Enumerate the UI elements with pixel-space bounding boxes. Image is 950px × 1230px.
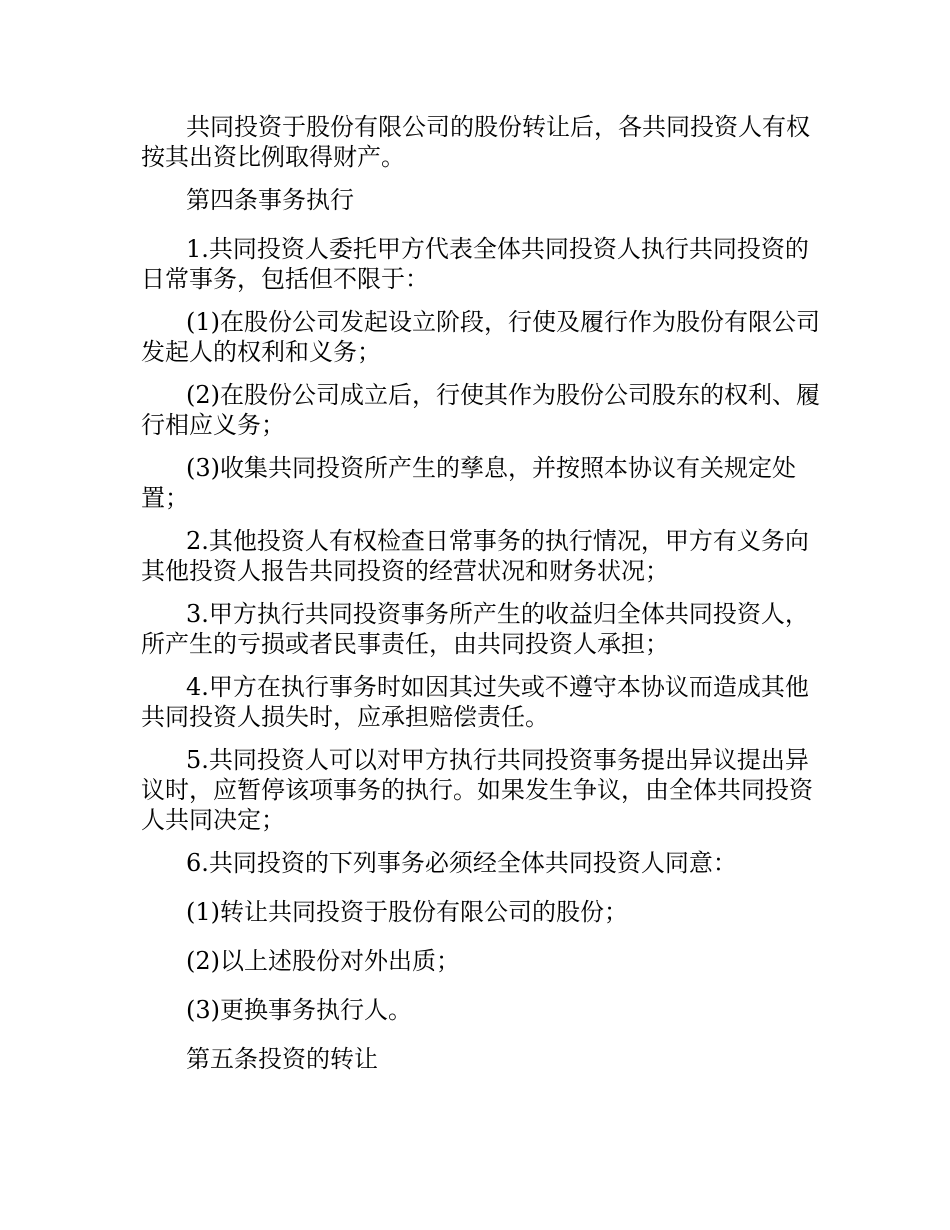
clause-4: 4.甲方在执行事务时如因其过失或不遵守本协议而造成其他共同投资人损失时，应承担赔偿责任。	[141, 673, 809, 731]
clause-6-item-3: (3)更换事务执行人。	[186, 996, 412, 1024]
clause-6-item-2: (2)以上述股份对外出质；	[186, 947, 460, 975]
clause-6-item-1: (1)转让共同投资于股份有限公司的股份；	[186, 898, 628, 926]
article-heading-5: 第五条投资的转让	[186, 1045, 378, 1073]
clause-1: 1.共同投资人委托甲方代表全体共同投资人执行共同投资的日常事务，包括但不限于：	[141, 235, 809, 293]
clause-5: 5.共同投资人可以对甲方执行共同投资事务提出异议提出异议时，应暂停该项事务的执行。如果发生争议，由全体共同投资人共同决定；	[141, 746, 813, 834]
article-heading-4: 第四条事务执行	[186, 186, 354, 214]
clause-2: 2.其他投资人有权检查日常事务的执行情况，甲方有义务向其他投资人报告共同投资的经营状况和财务状况；	[141, 527, 809, 585]
clause-6: 6.共同投资的下列事务必须经全体共同投资人同意：	[186, 849, 737, 877]
paragraph-distribution: 共同投资于股份有限公司的股份转让后，各共同投资人有权按其出资比例取得财产。	[141, 113, 810, 171]
clause-1-item-2: (2)在股份公司成立后，行使其作为股份公司股东的权利、履行相应义务；	[141, 381, 820, 439]
clause-3: 3.甲方执行共同投资事务所产生的收益归全体共同投资人，所产生的亏损或者民事责任，由共同投资人承担；	[141, 600, 809, 658]
clause-1-item-1: (1)在股份公司发起设立阶段，行使及履行作为股份有限公司发起人的权利和义务；	[141, 308, 820, 366]
clause-1-item-3: (3)收集共同投资所产生的孳息，并按照本协议有关规定处置；	[141, 454, 796, 512]
